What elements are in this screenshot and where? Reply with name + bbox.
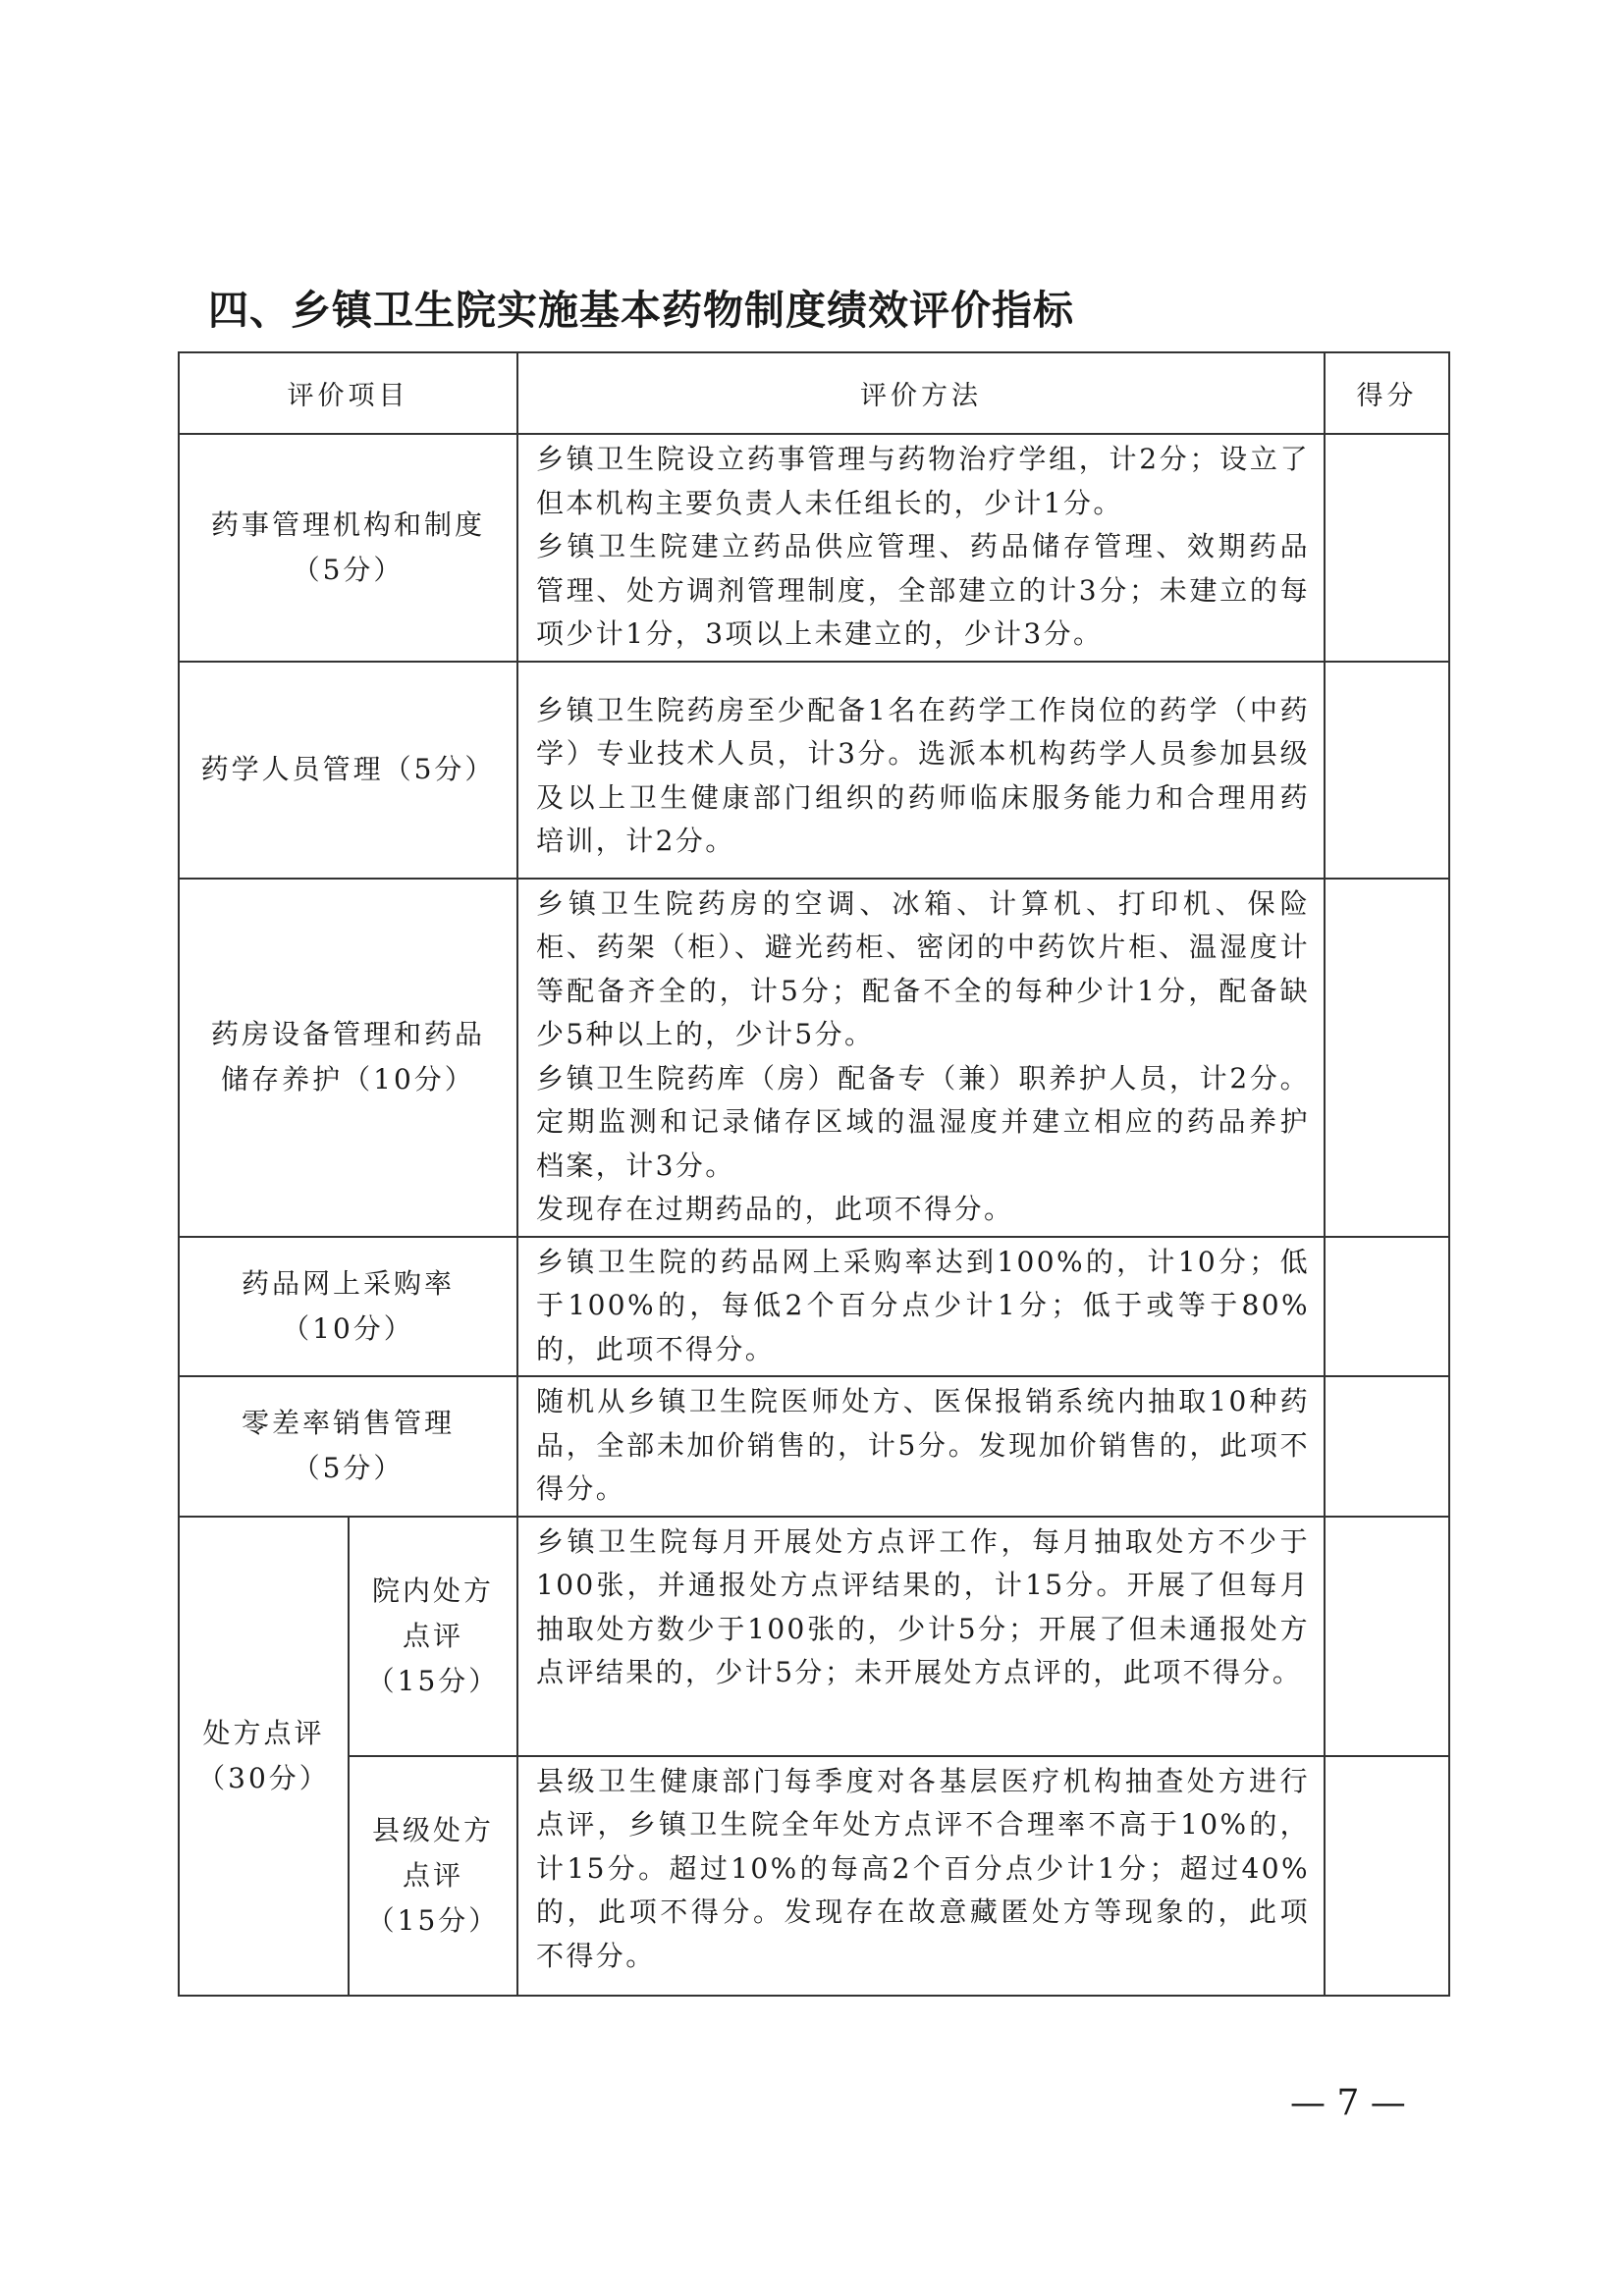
row-item: 零差率销售管理 （5分）	[179, 1376, 517, 1517]
row-item: 药事管理机构和制度 （5分）	[179, 434, 517, 662]
row-score	[1325, 879, 1449, 1237]
row-score	[1325, 662, 1449, 879]
table-row	[179, 434, 1449, 662]
row-score	[1325, 1376, 1449, 1517]
table-row	[179, 879, 1449, 1237]
row-score	[1325, 434, 1449, 662]
row-score	[1325, 1237, 1449, 1377]
row-method: 乡镇卫生院的药品网上采购率达到100%的，计10分；低于100%的，每低2个百分点少计1分；低于或等于80%的，此项不得分。	[517, 1237, 1325, 1377]
table-row	[179, 1237, 1449, 1377]
subrow-item: 院内处方 点评 （15分）	[349, 1517, 517, 1756]
header-item: 评价项目	[179, 352, 517, 434]
table-row	[179, 1517, 1449, 1756]
table-header-row	[179, 352, 1449, 434]
table-row	[179, 1756, 1449, 1996]
page-number: — 7 —	[1290, 2083, 1406, 2123]
row-item: 药房设备管理和药品 储存养护（10分）	[179, 879, 517, 1237]
page-title: 四、乡镇卫生院实施基本药物制度绩效评价指标	[208, 287, 1074, 334]
table-row	[179, 1376, 1449, 1517]
row-method: 随机从乡镇卫生院医师处方、医保报销系统内抽取10种药品，全部未加价销售的，计5分。发现加价销售的，此项不得分。	[517, 1376, 1325, 1517]
group-item: 处方点评 （30分）	[179, 1517, 349, 1996]
row-method: 乡镇卫生院每月开展处方点评工作，每月抽取处方不少于100张，并通报处方点评结果的，计15分。开展了但每月抽取处方数少于100张的，少计5分；开展了但未通报处方点评结果的，少计5分；未开展处方点评的，此项不得分。	[517, 1517, 1325, 1756]
evaluation-table	[178, 351, 1450, 1997]
row-item: 药学人员管理（5分）	[179, 662, 517, 879]
row-item: 药品网上采购率 （10分）	[179, 1237, 517, 1377]
row-score	[1325, 1756, 1449, 1996]
row-method: 县级卫生健康部门每季度对各基层医疗机构抽查处方进行点评，乡镇卫生院全年处方点评不合理率不高于10%的，计15分。超过10%的每高2个百分点少计1分；超过40%的，此项不得分。发现存在故意藏匿处方等现象的，此项不得分。	[517, 1756, 1325, 1996]
header-method: 评价方法	[517, 352, 1325, 434]
row-method: 乡镇卫生院药房至少配备1名在药学工作岗位的药学（中药学）专业技术人员，计3分。选派本机构药学人员参加县级及以上卫生健康部门组织的药师临床服务能力和合理用药培训，计2分。	[517, 662, 1325, 879]
header-score: 得分	[1325, 352, 1449, 434]
table-row	[179, 662, 1449, 879]
row-method: 乡镇卫生院药房的空调、冰箱、计算机、打印机、保险柜、药架（柜）、避光药柜、密闭的中药饮片柜、温湿度计等配备齐全的，计5分；配备不全的每种少计1分，配备缺少5种以上的，少计5分。 乡镇卫生院药库（房）配备专（兼）职养护人员，计2分。定期监测和记录储存区域的温湿度并建立相应的药品养护档案，计3分。 发现存在过期药品的，此项不得分。	[517, 879, 1325, 1237]
subrow-item: 县级处方 点评 （15分）	[349, 1756, 517, 1996]
row-method: 乡镇卫生院设立药事管理与药物治疗学组，计2分；设立了但本机构主要负责人未任组长的，少计1分。 乡镇卫生院建立药品供应管理、药品储存管理、效期药品管理、处方调剂管理制度，全部建立的计3分；未建立的每项少计1分，3项以上未建立的，少计3分。	[517, 434, 1325, 662]
row-score	[1325, 1517, 1449, 1756]
